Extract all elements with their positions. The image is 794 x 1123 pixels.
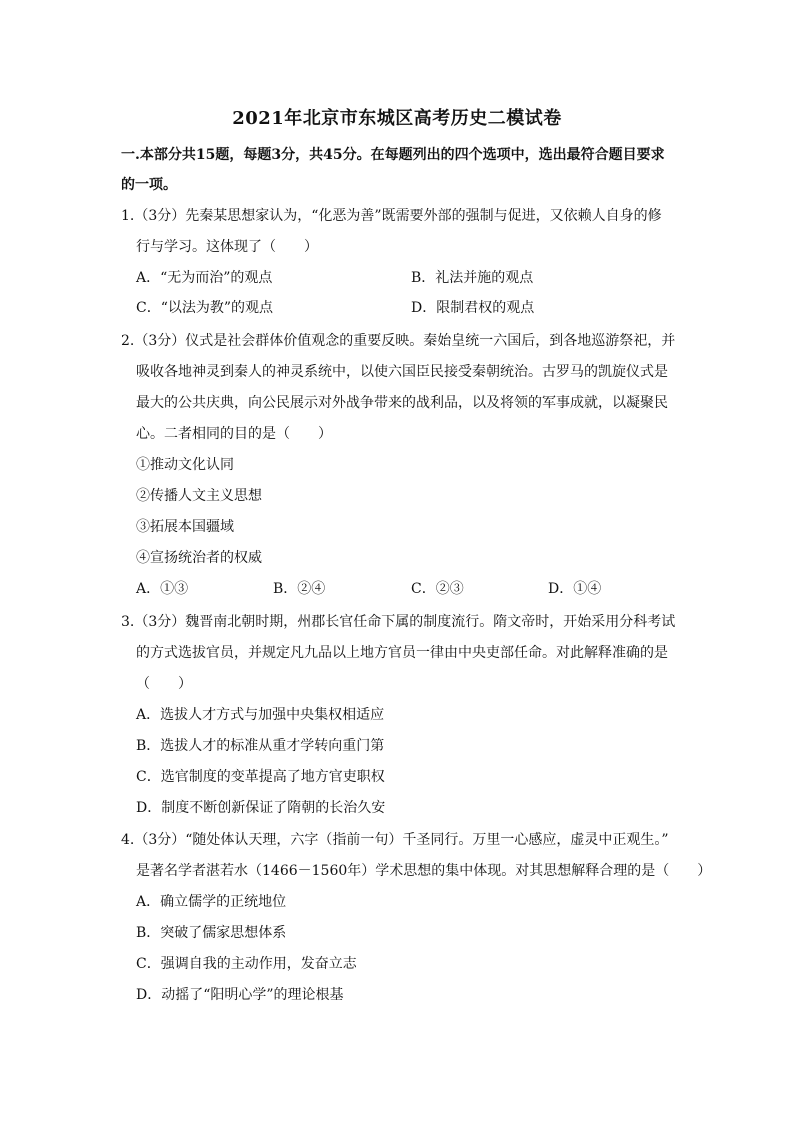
question-3-stem-line-1: 3.（3分）魏晋南北朝时期，州郡长官任命下属的制度流行。隋文帝时，开始采用分科考试 (121, 614, 676, 630)
question-4-stem-line-1: 4.（3分）“随处体认天理，六字（指前一句）千圣同行。万里一心感应，虚灵中正观生。” (121, 832, 669, 848)
question-2-stem-line-3: 最大的公共庆典，向公民展示对外战争带来的战利品，以及将领的军事成就，以凝聚民 (136, 395, 668, 411)
section-instruction-line-2: 的一项。 (121, 177, 177, 193)
question-2-option-d[interactable]: D．①④ (548, 581, 602, 597)
question-3-option-c[interactable]: C．选官制度的变革提高了地方官吏职权 (136, 769, 385, 785)
question-2-statement-2: ②传播人文主义思想 (136, 488, 262, 504)
question-2-option-c[interactable]: C．②③ (411, 581, 464, 597)
section-instruction-line-1: 一.本部分共15题，每题3分，共45分。在每题列出的四个选项中，选出最符合题目要求 (121, 147, 665, 163)
question-2-statement-3: ③拓展本国疆域 (136, 519, 234, 535)
question-4-option-c[interactable]: C．强调自我的主动作用，发奋立志 (136, 956, 357, 972)
question-1-stem-line-1: 1.（3分）先秦某思想家认为，“化恶为善”既需要外部的强制与促进，又依赖人自身的修 (121, 208, 662, 224)
question-2-stem-line-2: 吸收各地神灵到秦人的神灵系统中，以使六国臣民接受秦朝统治。古罗马的凯旋仪式是 (136, 364, 668, 380)
question-2-stem-line-1: 2.（3分）仪式是社会群体价值观念的重要反映。秦始皇统一六国后，到各地巡游祭祀，并 (121, 333, 676, 349)
question-1-stem-line-2: 行与学习。这体现了（ ） (136, 239, 318, 255)
question-1-option-a[interactable]: A．“无为而治”的观点 (136, 270, 273, 286)
question-2-option-a[interactable]: A．①③ (136, 581, 189, 597)
question-3-option-b[interactable]: B．选拔人才的标准从重才学转向重门第 (136, 738, 385, 754)
question-1-option-d[interactable]: D．限制君权的观点 (411, 300, 535, 316)
question-4-option-d[interactable]: D．动摇了“阳明心学”的理论根基 (136, 987, 344, 1003)
question-3-option-d[interactable]: D．制度不断创新保证了隋朝的长治久安 (136, 800, 386, 816)
question-2-statement-4: ④宣扬统治者的权威 (136, 550, 262, 566)
question-4-stem-line-2: 是著名学者湛若水（1466－1560年）学术思想的集中体现。对其思想解释合理的是（ ） (136, 863, 712, 879)
question-4-option-a[interactable]: A．确立儒学的正统地位 (136, 894, 287, 910)
question-2-stem-line-4: 心。二者相同的目的是（ ） (136, 426, 332, 442)
question-1-option-c[interactable]: C．“以法为教”的观点 (136, 300, 274, 316)
question-1-option-b[interactable]: B．礼法并施的观点 (411, 270, 534, 286)
question-2-statement-1: ①推动文化认同 (136, 457, 234, 473)
page-title: 2021年北京市东城区高考历史二模试卷 (232, 108, 562, 129)
question-3-stem-line-2: 的方式选拔官员，并规定凡九品以上地方官员一律由中央吏部任命。对此解释准确的是 (136, 645, 668, 661)
question-2-option-b[interactable]: B．②④ (273, 581, 326, 597)
question-3-stem-line-3: （ ） (136, 676, 192, 692)
question-4-option-b[interactable]: B．突破了儒家思想体系 (136, 925, 287, 941)
question-3-option-a[interactable]: A．选拔人才方式与加强中央集权相适应 (136, 707, 385, 723)
